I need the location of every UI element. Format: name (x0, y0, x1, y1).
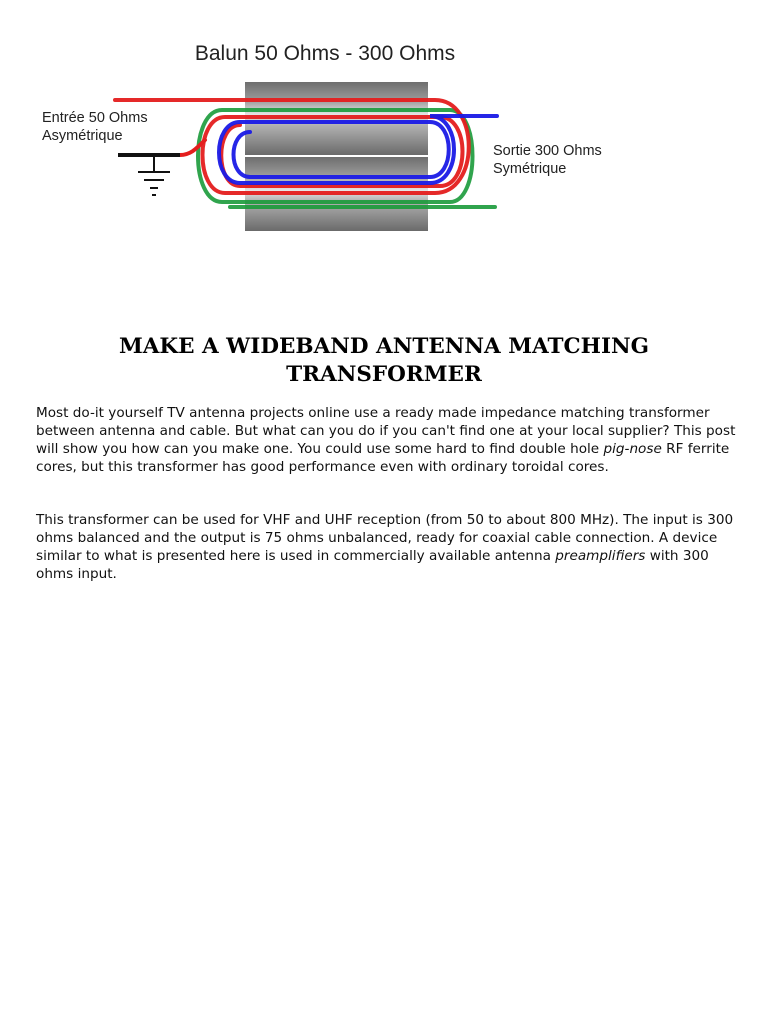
pig-nose-term: pig-nose (603, 441, 662, 457)
paragraph-intro (36, 404, 736, 476)
output-label-line-2: Symétrique (493, 161, 567, 177)
preamplifiers-term: preamplifiers (555, 548, 646, 564)
input-label-line-1: Entrée 50 Ohms (42, 110, 148, 126)
paragraph-usage-text-2: with 300 ohms input. (36, 548, 709, 582)
paragraph-intro-text-1: Most do-it yourself TV antenna projects online use a ready made impedance matching transformer between antenna and cable. But what can you do if you can't find one at your local supplier? This post will show you how can you make one. You could use some hard to find double hole (36, 405, 736, 457)
output-label-line-1: Sortie 300 Ohms (493, 143, 602, 159)
paragraph-usage (36, 511, 736, 583)
paragraph-intro-text-2: RF ferrite cores, but this transformer has good performance even with ordinary toroidal cores. (36, 441, 730, 475)
paragraph-usage-text-1: This transformer can be used for VHF and UHF reception (from 50 to about 800 MHz). The input is 300 ohms balanced and the output is 75 ohms unbalanced, ready for coaxial cable connection. A device similar to what is presented here is used in commercially available antenna (36, 512, 734, 564)
figure-title: Balun 50 Ohms - 300 Ohms (194, 42, 456, 65)
balun-diagram (0, 0, 768, 300)
ground-icon (118, 155, 180, 195)
article-title: MAKE A WIDEBAND ANTENNA MATCHING TRANSFORMER (118, 334, 650, 387)
input-label-line-2: Asymétrique (42, 128, 123, 144)
